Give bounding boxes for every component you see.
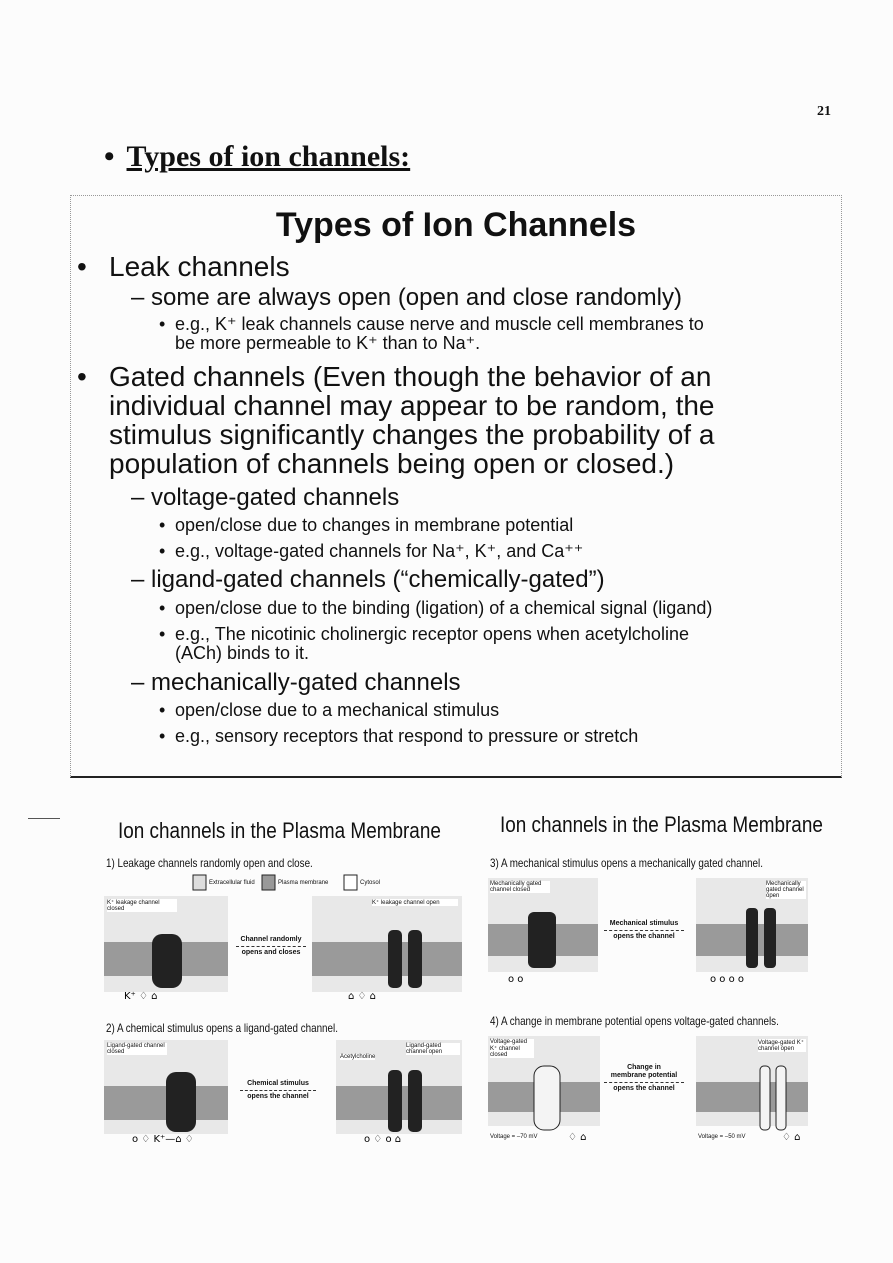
ligand-point2 bbox=[159, 624, 689, 663]
leak-example bbox=[159, 314, 704, 353]
ligand-closed-panel bbox=[104, 1040, 228, 1144]
bullet: • bbox=[159, 598, 166, 618]
mech-middle-line1: Mechanical stimulus bbox=[609, 920, 679, 927]
ligand-point1-text: open/close due to the binding (ligation) of a chemical signal (ligand) bbox=[175, 598, 713, 618]
section-heading bbox=[104, 140, 410, 174]
ligand-closed-illustration bbox=[104, 1040, 228, 1144]
leak-example-line1: e.g., K⁺ leak channels cause nerve and muscle cell membranes to bbox=[175, 314, 704, 334]
legend-cytosol: Cytosol bbox=[360, 880, 381, 886]
leak-heading bbox=[77, 251, 290, 282]
heading-text: Types of ion channels: bbox=[126, 140, 411, 173]
page-number: 21 bbox=[817, 104, 831, 119]
divider bbox=[28, 818, 60, 819]
svg-text:o o o o: o o o o bbox=[710, 974, 745, 985]
mech-open-label: Mechanically gated channel open bbox=[766, 881, 806, 899]
bullet: • bbox=[159, 624, 166, 644]
bullet: • bbox=[159, 515, 166, 535]
volt-middle-line3: opens the channel bbox=[613, 1085, 675, 1092]
mechanical-heading: – mechanically-gated channels bbox=[131, 669, 461, 696]
volt-closed-label: Voltage-gated K⁺ channel closed bbox=[490, 1039, 534, 1058]
volt-middle-line1: Change in bbox=[627, 1064, 661, 1071]
voltage-point1 bbox=[159, 515, 574, 535]
legend-membrane: Plasma membrane bbox=[278, 880, 329, 886]
slide-panel bbox=[70, 195, 842, 778]
svg-text:K⁺ ♢ ⌂: K⁺ ♢ ⌂ bbox=[124, 991, 158, 1002]
leak-middle-line1: Channel randomly bbox=[240, 936, 302, 943]
right-caption-3: 3) A mechanical stimulus opens a mechanically gated channel. bbox=[490, 856, 763, 870]
mech-middle-line2: opens the channel bbox=[613, 933, 675, 940]
gated-line3: stimulus significantly changes the probability of a bbox=[109, 419, 715, 450]
volt-open-panel bbox=[696, 1036, 808, 1144]
ligand-point2-line2: (ACh) binds to it. bbox=[175, 643, 310, 663]
heading-bullet: • bbox=[104, 140, 115, 173]
volt-open-illustration bbox=[696, 1036, 808, 1144]
bullet: • bbox=[77, 361, 87, 392]
right-figure-title: Ion channels in the Plasma Membrane bbox=[500, 812, 823, 837]
volt-open-label: Voltage-gated K⁺ channel open bbox=[758, 1039, 806, 1052]
svg-text:♢ ⌂: ♢ ⌂ bbox=[782, 1132, 801, 1143]
leak-middle-text bbox=[236, 936, 306, 957]
ligand-middle-line2: opens the channel bbox=[247, 1093, 309, 1100]
leak-closed-label: K⁺ leakage channel closed bbox=[107, 899, 177, 912]
ligand-point2-line1: e.g., The nicotinic cholinergic receptor opens when acetylcholine bbox=[175, 624, 689, 644]
mech-closed-label: Mechanically gated channel closed bbox=[490, 881, 550, 893]
voltage-point2 bbox=[159, 541, 584, 561]
volt-middle-line2: membrane potential bbox=[610, 1072, 678, 1079]
mech-middle-text bbox=[604, 920, 684, 941]
leak-closed-panel bbox=[104, 896, 228, 1002]
volt-middle-text bbox=[604, 1064, 684, 1093]
ligand-middle-text bbox=[240, 1080, 316, 1101]
leak-sub: – some are always open (open and close randomly) bbox=[131, 284, 682, 311]
leak-open-label: K⁺ leakage channel open bbox=[372, 899, 458, 906]
voltage-point1-text: open/close due to changes in membrane potential bbox=[175, 515, 574, 535]
left-caption-2: 2) A chemical stimulus opens a ligand-gated channel. bbox=[106, 1021, 338, 1035]
svg-text:⌂ ♢ ⌂: ⌂ ♢ ⌂ bbox=[348, 991, 377, 1002]
bullet: • bbox=[77, 251, 87, 282]
svg-text:♢ ⌂: ♢ ⌂ bbox=[568, 1132, 587, 1143]
leak-open-illustration bbox=[312, 896, 462, 1002]
ligand-arrow bbox=[240, 1090, 316, 1091]
svg-text:o ♢ K⁺—⌂ ♢: o ♢ K⁺—⌂ ♢ bbox=[132, 1134, 194, 1144]
mechanical-point1-text: open/close due to a mechanical stimulus bbox=[175, 700, 500, 720]
leak-heading-text: Leak channels bbox=[109, 251, 290, 282]
volt-left-voltage: Voltage = –70 mV bbox=[490, 1134, 538, 1140]
gated-line4: population of channels being open or closed.) bbox=[109, 448, 675, 479]
mech-closed-illustration bbox=[488, 878, 598, 986]
volt-right-voltage: Voltage = –50 mV bbox=[698, 1134, 746, 1140]
svg-text:o o: o o bbox=[508, 974, 524, 985]
right-caption-4: 4) A change in membrane potential opens voltage-gated channels. bbox=[490, 1014, 779, 1028]
volt-arrow bbox=[604, 1082, 684, 1083]
legend-extracellular: Extracellular fluid bbox=[209, 880, 255, 886]
leak-example-line2: be more permeable to K⁺ than to Na⁺. bbox=[175, 333, 481, 353]
mech-arrow bbox=[604, 930, 684, 931]
volt-closed-panel bbox=[488, 1036, 600, 1144]
voltage-point2-text: e.g., voltage-gated channels for Na⁺, K⁺, and Ca⁺⁺ bbox=[175, 541, 584, 561]
bullet: • bbox=[159, 726, 166, 746]
bullet: • bbox=[159, 541, 166, 561]
slide-title: Types of Ion Channels bbox=[275, 206, 637, 244]
gated-line1: Gated channels (Even though the behavior of an bbox=[109, 361, 712, 392]
figure-legend bbox=[192, 874, 382, 892]
leak-open-panel bbox=[312, 896, 462, 1002]
gated-line2: individual channel may appear to be random, the bbox=[109, 390, 715, 421]
mech-open-panel bbox=[696, 878, 808, 986]
leak-arrow bbox=[236, 946, 306, 947]
ligand-middle-line1: Chemical stimulus bbox=[247, 1080, 309, 1087]
mechanical-point2-text: e.g., sensory receptors that respond to pressure or stretch bbox=[175, 726, 639, 746]
mechanical-point2 bbox=[159, 726, 639, 746]
voltage-heading: – voltage-gated channels bbox=[131, 484, 400, 511]
bullet: • bbox=[159, 700, 166, 720]
ligand-point1 bbox=[159, 598, 713, 618]
gated-paragraph bbox=[77, 361, 715, 479]
mechanical-point1 bbox=[159, 700, 500, 720]
ligand-open-label: Ligand-gated channel open bbox=[406, 1043, 460, 1055]
left-figure-title: Ion channels in the Plasma Membrane bbox=[118, 818, 441, 843]
ligand-open-panel bbox=[336, 1040, 462, 1144]
ligand-heading: – ligand-gated channels (“chemically-gated”) bbox=[131, 566, 605, 593]
bullet: • bbox=[159, 314, 166, 334]
ligand-closed-label: Ligand-gated channel closed bbox=[107, 1043, 167, 1055]
ligand-ach-label: Acetylcholine bbox=[340, 1054, 376, 1060]
mech-closed-panel bbox=[488, 878, 598, 986]
leak-middle-line2: opens and closes bbox=[241, 949, 301, 956]
svg-text:o ♢ o ⌂: o ♢ o ⌂ bbox=[364, 1134, 402, 1144]
left-caption-1: 1) Leakage channels randomly open and close. bbox=[106, 856, 313, 870]
